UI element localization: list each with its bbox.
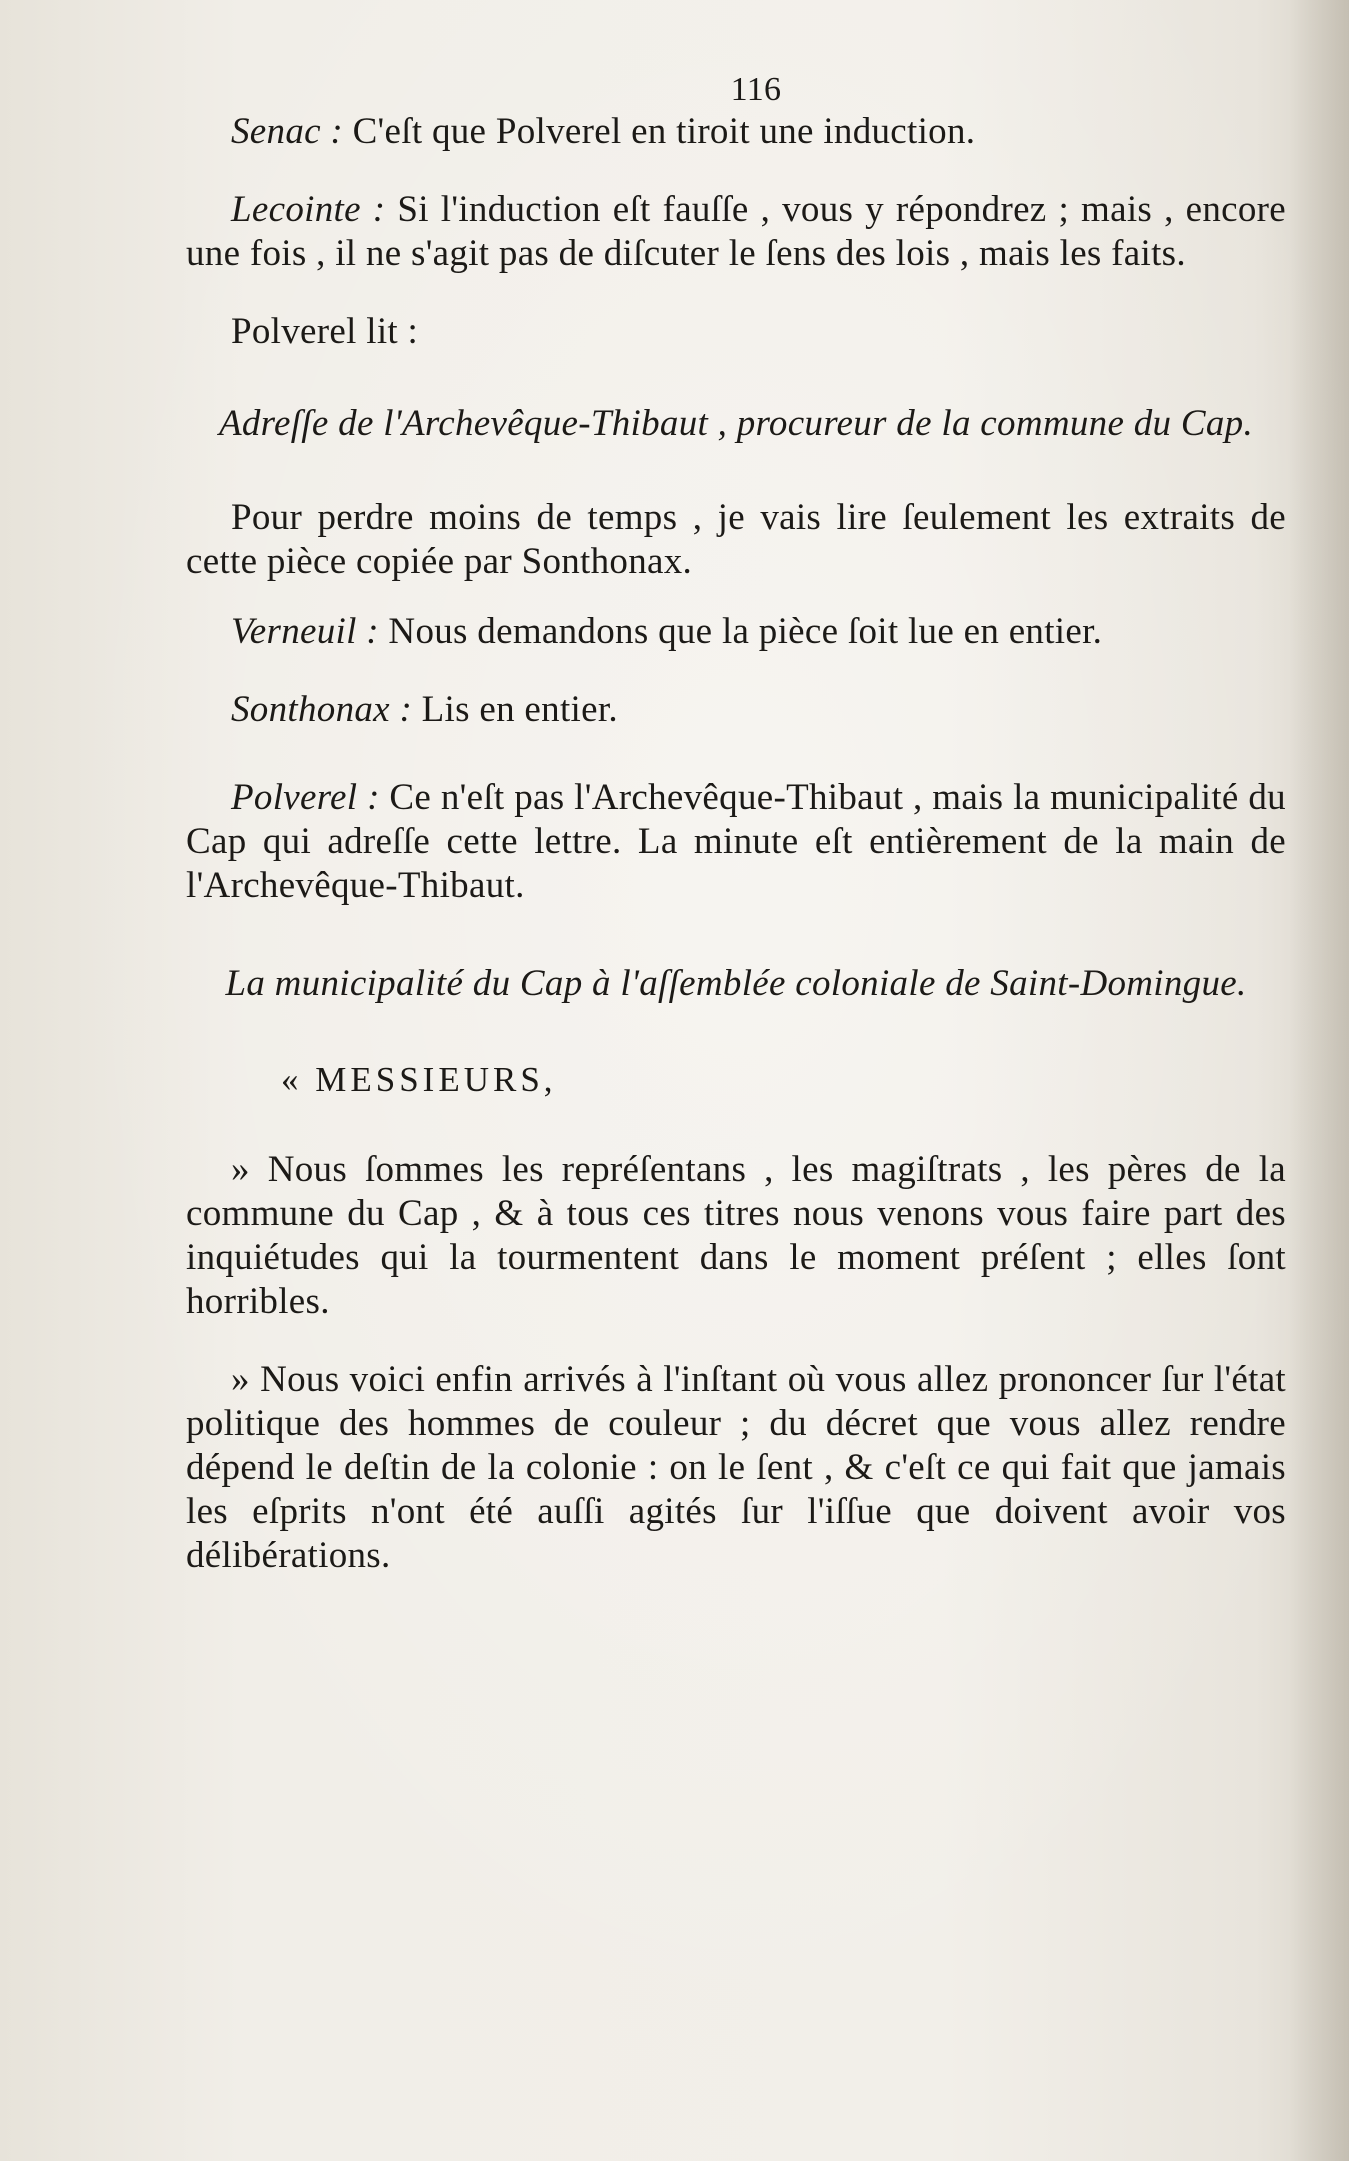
salutation [186,1058,1286,1102]
paragraph-text: Lis en entier. [412,689,618,730]
paragraph-text: Ce n'eſt pas l'Archevêque-Thibaut , mais la municipalité du Cap qui adreſſe cette lettre. La minute eſt entièrement de la main de l'Archevêque-Thibaut. [186,777,1286,906]
paragraph-senac [186,110,1286,154]
heading-text: La municipalité du Cap à l'aſſemblée coloniale de Saint-Domingue. [225,963,1247,1004]
speaker-name: Verneuil : [231,611,379,652]
paragraph-text: Si l'induction eſt fauſſe , vous y répondrez ; mais , encore une fois , il ne s'agit pas de diſcuter le ſens des lois , mais les faits. [186,189,1286,274]
paragraph-text: Polverel lit : [231,311,419,352]
paragraph-lecointe [186,188,1286,276]
paragraph-polverel [186,776,1286,908]
heading-municipalite [186,962,1286,1006]
paragraph-text: Pour perdre moins de temps , je vais lire ſeulement les extraits de cette pièce copiée par Sonthonax. [186,497,1286,582]
paragraph-text: Nous demandons que la pièce ſoit lue en entier. [378,611,1103,652]
speaker-name: Polverel : [231,777,380,818]
paragraph-perdre-temps [186,496,1286,584]
page-edge-shadow [1289,0,1349,2161]
speaker-name: Sonthonax : [231,689,413,730]
paragraph-text: » Nous voici enfin arrivés à l'inſtant où vous allez prononcer ſur l'état politique des hommes de couleur ; du décret que vous allez rendre dépend le deſtin de la colonie : on le ſent , & c'eſt ce qui fait que jamais les eſprits n'ont été auſſi agités ſur l'iſſue que doivent avoir vos délibérations. [186,1359,1286,1576]
heading-text: Adreſſe de l'Archevêque-Thibaut , procureur de la commune du Cap. [218,403,1254,444]
salutation-text: « MESSIEURS, [281,1060,557,1099]
speaker-name: Lecointe : [231,189,386,230]
page-number: 116 [730,71,782,108]
paragraph-sonthonax [186,688,1286,732]
paragraph-nous-sommes [186,1148,1286,1324]
heading-adresse [186,402,1286,446]
paragraph-nous-voici [186,1358,1286,1578]
paragraph-text: C'eſt que Polverel en tiroit une induction. [343,111,976,152]
paragraph-text: » Nous ſommes les repréſentans , les magiſtrats , les pères de la commune du Cap , & à tous ces titres nous venons vous faire part des inquiétudes qui la tourmentent dans le moment préſent ; elles ſont horribles. [186,1149,1286,1322]
speaker-name: Senac : [231,111,344,152]
paragraph-polverel-lit [186,310,1286,354]
page-text-block [186,70,1286,1578]
paragraph-verneuil [186,610,1286,654]
